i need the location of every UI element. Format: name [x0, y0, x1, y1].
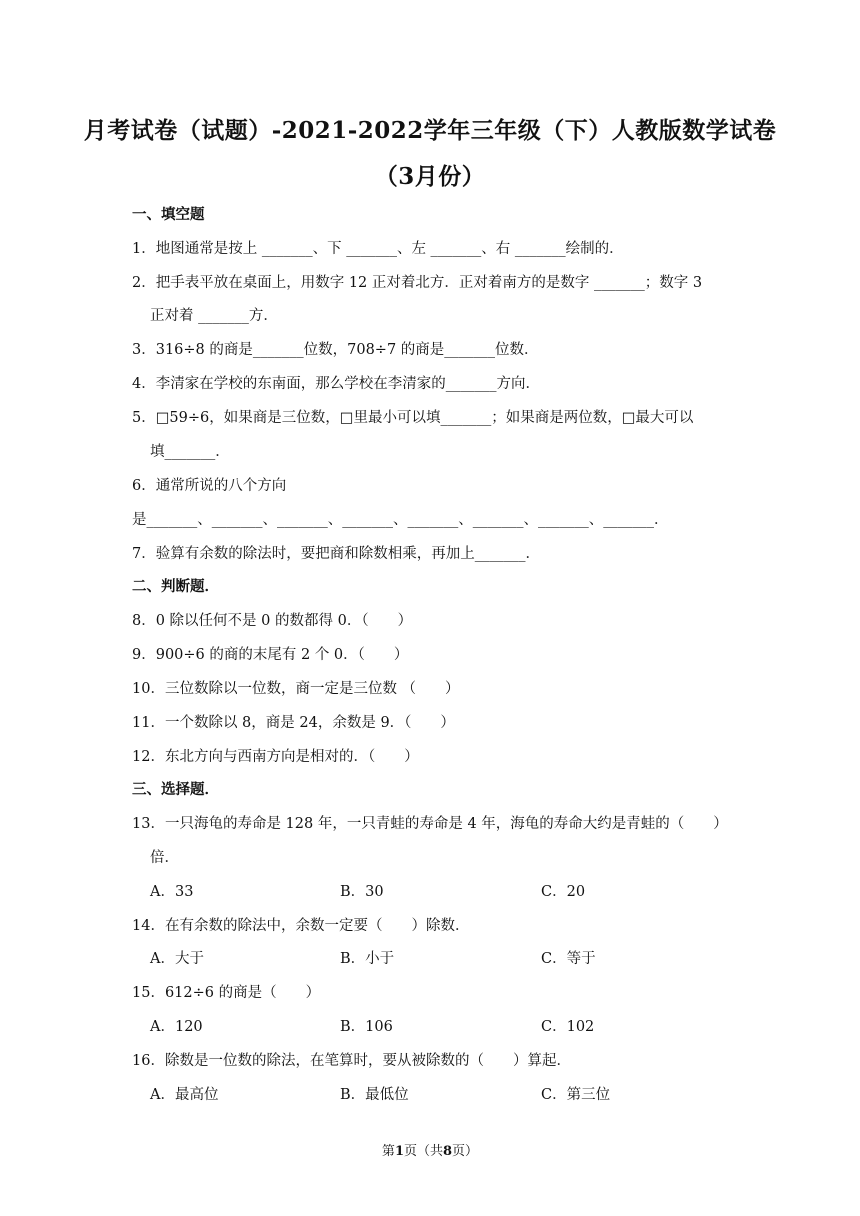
q14-option-c: C．等于 — [541, 951, 596, 967]
question-3: 3．316÷8 的商是_______位数，708÷7 的商是_______位数． — [132, 342, 539, 358]
footer-total-pages: 8 — [443, 1144, 453, 1159]
footer-prefix: 第 — [381, 1144, 395, 1159]
question-13-continued: 倍． — [150, 850, 179, 866]
q16-option-c: C．第三位 — [541, 1087, 611, 1103]
page-title: 月考试卷（试题）-2021-2022学年三年级（下）人教版数学试卷 — [83, 117, 777, 144]
q16-option-b: B．最低位 — [340, 1087, 409, 1103]
question-8: 8．0 除以任何不是 0 的数都得 0．（ ） — [132, 613, 413, 629]
q14-option-a: A．大于 — [150, 951, 204, 967]
q16-option-a: A．最高位 — [150, 1087, 219, 1103]
question-16: 16．除数是一位数的除法，在笔算时，要从被除数的（ ）算起． — [132, 1053, 571, 1069]
question-5-continued: 填_______． — [150, 444, 230, 460]
question-7: 7．验算有余数的除法时，要把商和除数相乘，再加上_______． — [132, 546, 540, 562]
question-10: 10．三位数除以一位数，商一定是三位数 （ ） — [132, 681, 460, 697]
question-11: 11．一个数除以 8，商是 24，余数是 9．（ ） — [132, 715, 455, 731]
question-5: 5．□59÷6，如果商是三位数，□里最小可以填_______；如果商是两位数，□最大可以 — [132, 410, 694, 426]
question-4: 4．李清家在学校的东南面，那么学校在李清家的_______方向． — [132, 376, 540, 392]
question-6-continued: 是_______、_______、_______、_______、_______、_______、_______、_______． — [132, 512, 669, 528]
footer-suffix: 页） — [452, 1144, 479, 1159]
q13-option-c: C．20 — [541, 884, 586, 900]
question-2-continued: 正对着 _______方． — [150, 308, 278, 324]
section-heading-judge: 二、判断题． — [132, 578, 219, 595]
footer-middle: 页（共 — [403, 1144, 443, 1159]
q13-option-b: B．30 — [340, 884, 384, 900]
footer-page-number: 1 — [394, 1144, 404, 1159]
section-heading-choice: 三、选择题． — [132, 781, 219, 798]
question-9: 9．900÷6 的商的末尾有 2 个 0．（ ） — [132, 647, 409, 663]
question-2: 2．把手表平放在桌面上，用数字 12 正对着北方．正对着南方的是数字 _______；数字 3 — [132, 275, 703, 291]
question-15: 15．612÷6 的商是（ ） — [132, 985, 321, 1001]
question-14: 14．在有余数的除法中，余数一定要（ ）除数． — [132, 918, 470, 934]
question-12: 12．东北方向与西南方向是相对的．（ ） — [132, 749, 419, 765]
question-13: 13．一只海龟的寿命是 128 年，一只青蛙的寿命是 4 年，海龟的寿命大约是青蛙的（ ） — [132, 816, 728, 832]
question-6: 6．通常所说的八个方向 — [132, 478, 287, 494]
q14-option-b: B．小于 — [340, 951, 395, 967]
page-footer — [0, 1140, 860, 1159]
q15-option-b: B．106 — [340, 1019, 393, 1035]
question-1: 1．地图通常是按上 _______、下 _______、左 _______、右 _______绘制的． — [132, 241, 624, 257]
q15-option-a: A．120 — [150, 1019, 203, 1035]
q13-option-a: A．33 — [150, 884, 194, 900]
q15-option-c: C．102 — [541, 1019, 595, 1035]
section-heading-fill: 一、填空题 — [132, 206, 205, 223]
page-subtitle: （3月份） — [374, 163, 486, 190]
